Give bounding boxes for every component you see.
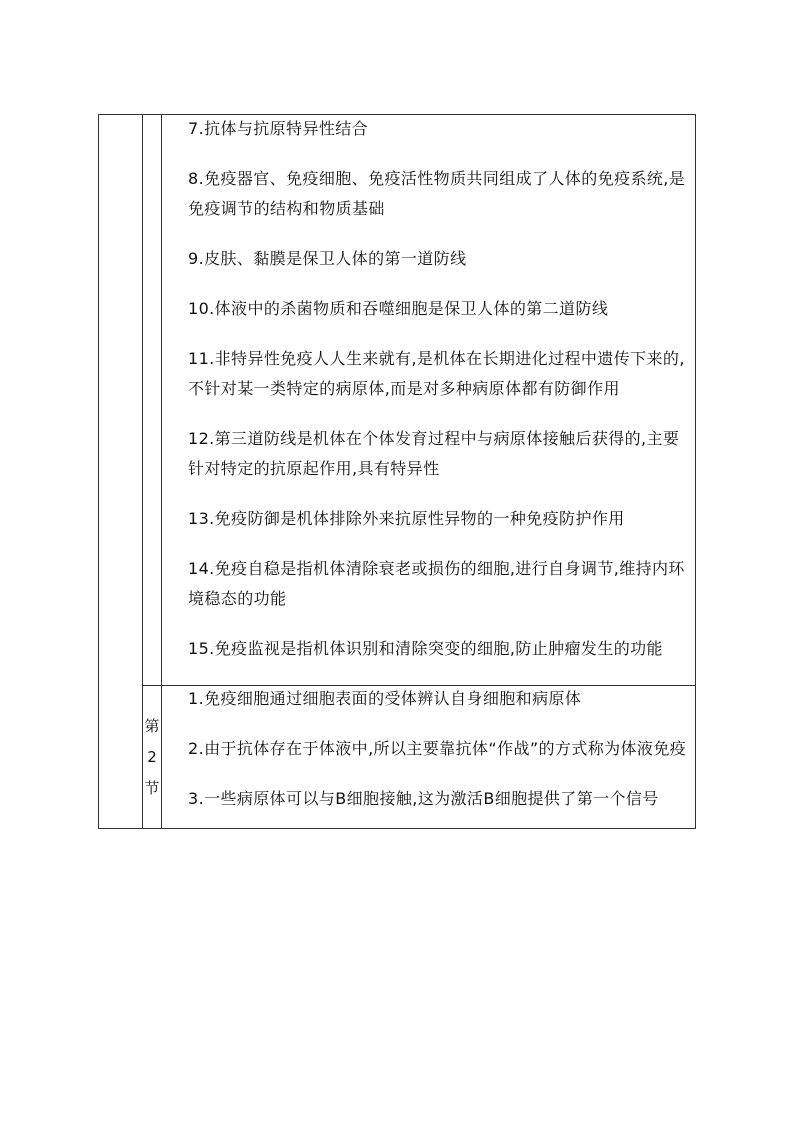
list-item: 8.免疫器官、免疫细胞、免疫活性物质共同组成了人体的免疫系统,是免疫调节的结构和物质基础 — [188, 169, 686, 218]
list-item: 7.抗体与抗原特异性结合 — [188, 119, 369, 138]
list-item: 9.皮肤、黏膜是保卫人体的第一道防线 — [188, 249, 467, 268]
list-item: 12.第三道防线是机体在个体发育过程中与病原体接触后获得的,主要针对特定的抗原起作用,具有特异性 — [188, 429, 680, 478]
section2-content — [162, 686, 696, 829]
list-item: 11.非特异性免疫人人生来就有,是机体在长期进化过程中遗传下来的,不针对某一类特定的病原体,而是对多种病原体都有防御作用 — [188, 349, 685, 398]
table-row — [99, 115, 696, 686]
list-item: 10.体液中的杀菌物质和吞噬细胞是保卫人体的第二道防线 — [188, 299, 609, 318]
knowledge-table — [98, 114, 696, 829]
list-item: 3.一些病原体可以与B细胞接触,这为激活B细胞提供了第一个信号 — [188, 789, 659, 808]
section1-content — [162, 115, 696, 686]
section-label-cell-empty — [143, 115, 162, 686]
list-item: 2.由于抗体存在于体液中,所以主要靠抗体“作战”的方式称为体液免疫 — [188, 739, 687, 758]
table-row — [99, 686, 696, 829]
list-item: 13.免疫防御是机体排除外来抗原性异物的一种免疫防护作用 — [188, 509, 625, 528]
section-label: 第2节 — [144, 716, 160, 797]
list-item: 1.免疫细胞通过细胞表面的受体辨认自身细胞和病原体 — [188, 689, 582, 708]
list-item: 14.免疫自稳是指机体清除衰老或损伤的细胞,进行自身调节,维持内环境稳态的功能 — [188, 559, 685, 608]
section-label-cell — [143, 686, 162, 829]
list-item: 15.免疫监视是指机体识别和清除突变的细胞,防止肿瘤发生的功能 — [188, 639, 663, 658]
chapter-cell — [99, 115, 143, 829]
